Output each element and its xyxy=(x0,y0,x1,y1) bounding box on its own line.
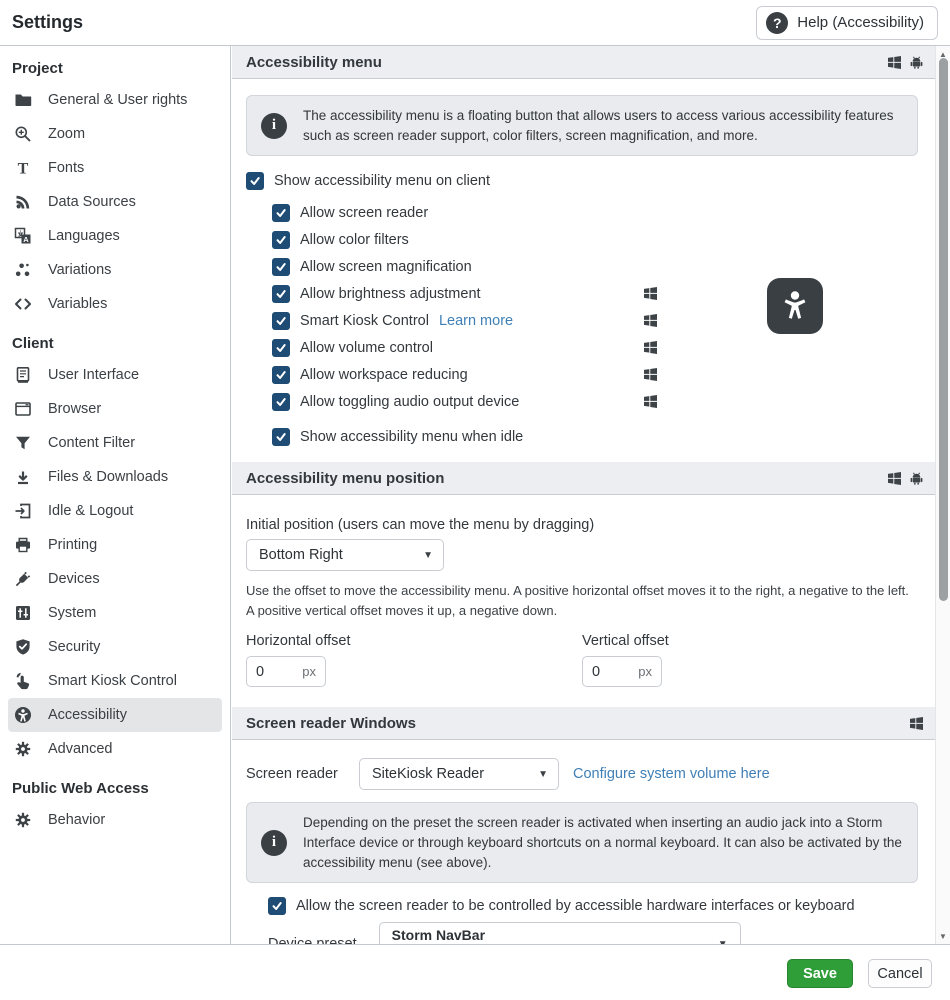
funnel-icon xyxy=(14,434,32,452)
checkbox-allow-brightness[interactable] xyxy=(272,285,290,303)
check-icon xyxy=(275,261,287,273)
sidebar-item-label: Data Sources xyxy=(48,194,136,210)
info-icon: i xyxy=(261,830,287,856)
sidebar-item-fonts[interactable] xyxy=(8,151,222,185)
logout-icon xyxy=(14,502,32,520)
accessibility-options-list xyxy=(272,199,657,415)
windows-icon xyxy=(644,341,657,354)
chevron-down-icon: ▼ xyxy=(423,549,433,561)
windows-icon xyxy=(888,56,901,69)
screen-reader-label: Screen reader xyxy=(246,766,338,783)
initial-position-label: Initial position (users can move the menu by dragging) xyxy=(246,517,595,534)
checkbox-screen-reader-hardware[interactable] xyxy=(268,897,286,915)
windows-icon xyxy=(644,287,657,300)
checkbox-label: Allow the screen reader to be controlled by accessible hardware interfaces or keyboard xyxy=(296,898,855,915)
footer-bar xyxy=(0,944,950,1000)
sidebar-item-label: Security xyxy=(48,639,101,655)
top-bar xyxy=(0,0,950,46)
sidebar-item-label: Variables xyxy=(48,296,108,312)
sidebar-item-general-user-rights[interactable] xyxy=(8,83,222,117)
info-icon: i xyxy=(261,113,287,139)
screen-reader-select[interactable] xyxy=(359,758,559,790)
sidebar-section-client: Client xyxy=(12,335,54,352)
cancel-button[interactable]: Cancel xyxy=(868,959,932,988)
sidebar-item-printing[interactable] xyxy=(8,528,222,562)
vertical-offset-label: Vertical offset xyxy=(582,633,669,650)
sidebar-item-label: Printing xyxy=(48,537,98,553)
sidebar-item-label: Idle & Logout xyxy=(48,503,134,519)
checkbox-label: Show accessibility menu on client xyxy=(274,173,490,190)
sidebar-section-public-web-access: Public Web Access xyxy=(12,780,149,797)
check-icon xyxy=(275,396,287,408)
section-screen-reader-header xyxy=(232,707,935,740)
configure-volume-link[interactable]: Configure system volume here xyxy=(573,766,770,783)
sidebar-item-label: Zoom xyxy=(48,126,86,142)
sidebar-item-user-interface[interactable] xyxy=(8,358,222,392)
section-title: Accessibility menu position xyxy=(246,469,445,487)
code-icon xyxy=(14,295,32,313)
scroll-down-arrow[interactable]: ▼ xyxy=(939,931,947,941)
sidebar-item-behavior[interactable] xyxy=(8,803,222,837)
horizontal-offset-input[interactable] xyxy=(256,664,302,680)
info-text: The accessibility menu is a floating button that allows users to access various accessibility features such as screen reader support, color filters, screen magnification, and more. xyxy=(303,108,894,143)
checkbox-smart-kiosk-control[interactable] xyxy=(272,312,290,330)
fonts-icon xyxy=(14,159,32,177)
sidebar-item-files-downloads[interactable] xyxy=(8,460,222,494)
checkbox-label: Smart Kiosk Control xyxy=(300,312,429,329)
option-row-workspace-reducing xyxy=(272,361,657,388)
sidebar-item-accessibility[interactable] xyxy=(8,698,222,732)
sidebar-item-label: Content Filter xyxy=(48,435,136,451)
svg-text:T: T xyxy=(17,160,29,178)
settings-content xyxy=(232,46,935,944)
save-button[interactable]: Save xyxy=(787,959,853,988)
variations-icon xyxy=(14,261,32,279)
question-icon: ? xyxy=(766,12,788,34)
section-title: Accessibility menu xyxy=(246,53,382,71)
vertical-offset-input[interactable] xyxy=(592,664,638,680)
gear-icon xyxy=(14,740,32,758)
windows-icon xyxy=(910,717,923,730)
offset-help-text: Use the offset to move the accessibility menu. A positive horizontal offset moves it to the right, a negative to the left. A positive vertical offset moves it up, a negative down. xyxy=(246,583,909,619)
checkbox-allow-volume-control[interactable] xyxy=(272,339,290,357)
shield-icon xyxy=(14,638,32,656)
check-icon xyxy=(271,900,283,912)
settings-sidebar xyxy=(0,46,231,944)
sidebar-item-label: Advanced xyxy=(48,741,113,757)
sidebar-item-variations[interactable] xyxy=(8,253,222,287)
info-box-screen-reader xyxy=(246,802,918,883)
browser-icon xyxy=(14,400,32,418)
sidebar-item-content-filter[interactable] xyxy=(8,426,222,460)
horizontal-offset-label: Horizontal offset xyxy=(246,633,351,650)
checkbox-label: Allow screen magnification xyxy=(300,258,472,275)
horizontal-offset-box xyxy=(246,656,326,687)
selected-position: Bottom Right xyxy=(259,547,343,564)
windows-icon xyxy=(888,472,901,485)
screen-reader-row xyxy=(246,758,921,790)
rss-icon xyxy=(14,193,32,211)
sidebar-item-advanced[interactable] xyxy=(8,732,222,766)
section-menu-position-header xyxy=(232,462,935,495)
sidebar-item-smart-kiosk-control[interactable] xyxy=(8,664,222,698)
sidebar-item-devices[interactable] xyxy=(8,562,222,596)
checkbox-allow-audio-output-toggle[interactable] xyxy=(272,393,290,411)
device-preset-value: Storm NavBar xyxy=(391,927,486,944)
printer-icon xyxy=(14,536,32,554)
sidebar-item-label: Devices xyxy=(48,571,100,587)
sidebar-item-label: Smart Kiosk Control xyxy=(48,673,177,689)
check-icon xyxy=(275,431,287,443)
download-icon xyxy=(14,468,32,486)
learn-more-link[interactable]: Learn more xyxy=(438,312,514,329)
vertical-offset-group xyxy=(582,633,669,687)
section-title: Screen reader Windows xyxy=(246,714,416,732)
folder-icon xyxy=(14,91,32,109)
option-row-volume-control xyxy=(272,334,657,361)
accessibility-person-icon xyxy=(777,288,813,324)
checkbox-label: Allow volume control xyxy=(300,339,433,356)
checkbox-allow-workspace-reducing[interactable] xyxy=(272,366,290,384)
zoom-in-icon xyxy=(14,125,32,143)
windows-icon xyxy=(644,314,657,327)
px-unit: px xyxy=(302,664,316,680)
sliders-icon xyxy=(14,604,32,622)
check-icon xyxy=(275,315,287,327)
sidebar-item-label: Variations xyxy=(48,262,112,278)
scroll-up-arrow[interactable]: ▲ xyxy=(939,49,947,59)
checkbox-row-show-menu xyxy=(246,172,921,190)
help-button[interactable] xyxy=(756,6,938,40)
px-unit: px xyxy=(638,664,652,680)
sidebar-item-label: System xyxy=(48,605,97,621)
checkbox-show-menu-when-idle[interactable] xyxy=(272,428,290,446)
checkbox-row-hardware xyxy=(268,897,921,915)
section-accessibility-menu-header xyxy=(232,46,935,79)
vertical-scrollbar[interactable] xyxy=(935,46,950,944)
checkbox-allow-color-filters[interactable] xyxy=(272,231,290,249)
sidebar-item-label: User Interface xyxy=(48,367,140,383)
checkbox-label: Allow workspace reducing xyxy=(300,366,468,383)
android-icon xyxy=(910,472,923,485)
option-row-screen-magnification xyxy=(272,253,657,280)
chevron-down-icon: ▼ xyxy=(538,768,548,780)
sidebar-item-label: Accessibility xyxy=(48,707,127,723)
page-title: Settings xyxy=(12,12,84,32)
sidebar-item-label: Languages xyxy=(48,228,120,244)
scrollbar-thumb[interactable] xyxy=(939,58,948,601)
option-row-screen-reader xyxy=(272,199,657,226)
sidebar-item-label: General & User rights xyxy=(48,92,188,108)
check-icon xyxy=(275,369,287,381)
checkbox-label: Show accessibility menu when idle xyxy=(300,429,524,446)
windows-icon xyxy=(644,368,657,381)
sidebar-item-label: Fonts xyxy=(48,160,85,176)
info-text: Depending on the preset the screen reader is activated when inserting an audio jack into a Storm Interface device or through keyboard shortcuts on a normal keyboard. It can also be activated by the accessibility menu (see above). xyxy=(303,815,902,870)
sidebar-item-variables[interactable] xyxy=(8,287,222,321)
sidebar-item-security[interactable] xyxy=(8,630,222,664)
option-row-brightness xyxy=(272,280,657,307)
vertical-offset-box xyxy=(582,656,662,687)
option-row-audio-output xyxy=(272,388,657,415)
sidebar-item-zoom[interactable] xyxy=(8,117,222,151)
svg-text:A: A xyxy=(23,235,29,244)
check-icon xyxy=(249,175,261,187)
horizontal-offset-group xyxy=(246,633,582,687)
sidebar-item-system[interactable] xyxy=(8,596,222,630)
checkbox-row-idle xyxy=(272,428,921,446)
option-row-color-filters xyxy=(272,226,657,253)
sidebar-item-label: Behavior xyxy=(48,812,106,828)
accessibility-icon xyxy=(14,706,32,724)
checkbox-label: Allow brightness adjustment xyxy=(300,285,481,302)
touch-hand-icon xyxy=(14,672,32,690)
option-row-smart-kiosk-control xyxy=(272,307,657,334)
checkbox-label: Allow color filters xyxy=(300,231,409,248)
sidebar-item-idle-logout[interactable] xyxy=(8,494,222,528)
offset-fields xyxy=(246,633,921,687)
help-button-label: Help (Accessibility) xyxy=(797,14,924,31)
checkbox-label: Allow toggling audio output device xyxy=(300,393,520,410)
checkbox-label: Allow screen reader xyxy=(300,204,429,221)
sidebar-item-data-sources[interactable] xyxy=(8,185,222,219)
android-icon xyxy=(910,56,923,69)
info-box-accessibility-menu xyxy=(246,95,918,156)
checkbox-show-accessibility-menu[interactable] xyxy=(246,172,264,190)
checkbox-allow-screen-magnification[interactable] xyxy=(272,258,290,276)
initial-position-select[interactable] xyxy=(246,539,444,571)
selected-screen-reader: SiteKiosk Reader xyxy=(372,766,485,783)
check-icon xyxy=(275,288,287,300)
translate-icon xyxy=(14,227,32,245)
windows-icon xyxy=(644,395,657,408)
check-icon xyxy=(275,207,287,219)
sidebar-item-label: Files & Downloads xyxy=(48,469,169,485)
sidebar-item-label: Browser xyxy=(48,401,102,417)
sidebar-section-project: Project xyxy=(12,60,63,77)
sidebar-item-browser[interactable] xyxy=(8,392,222,426)
checkbox-allow-screen-reader[interactable] xyxy=(272,204,290,222)
document-icon xyxy=(14,366,32,384)
sidebar-item-languages[interactable] xyxy=(8,219,222,253)
gear-icon xyxy=(14,811,32,829)
check-icon xyxy=(275,234,287,246)
plug-icon xyxy=(14,570,32,588)
check-icon xyxy=(275,342,287,354)
accessibility-menu-preview xyxy=(767,278,823,334)
